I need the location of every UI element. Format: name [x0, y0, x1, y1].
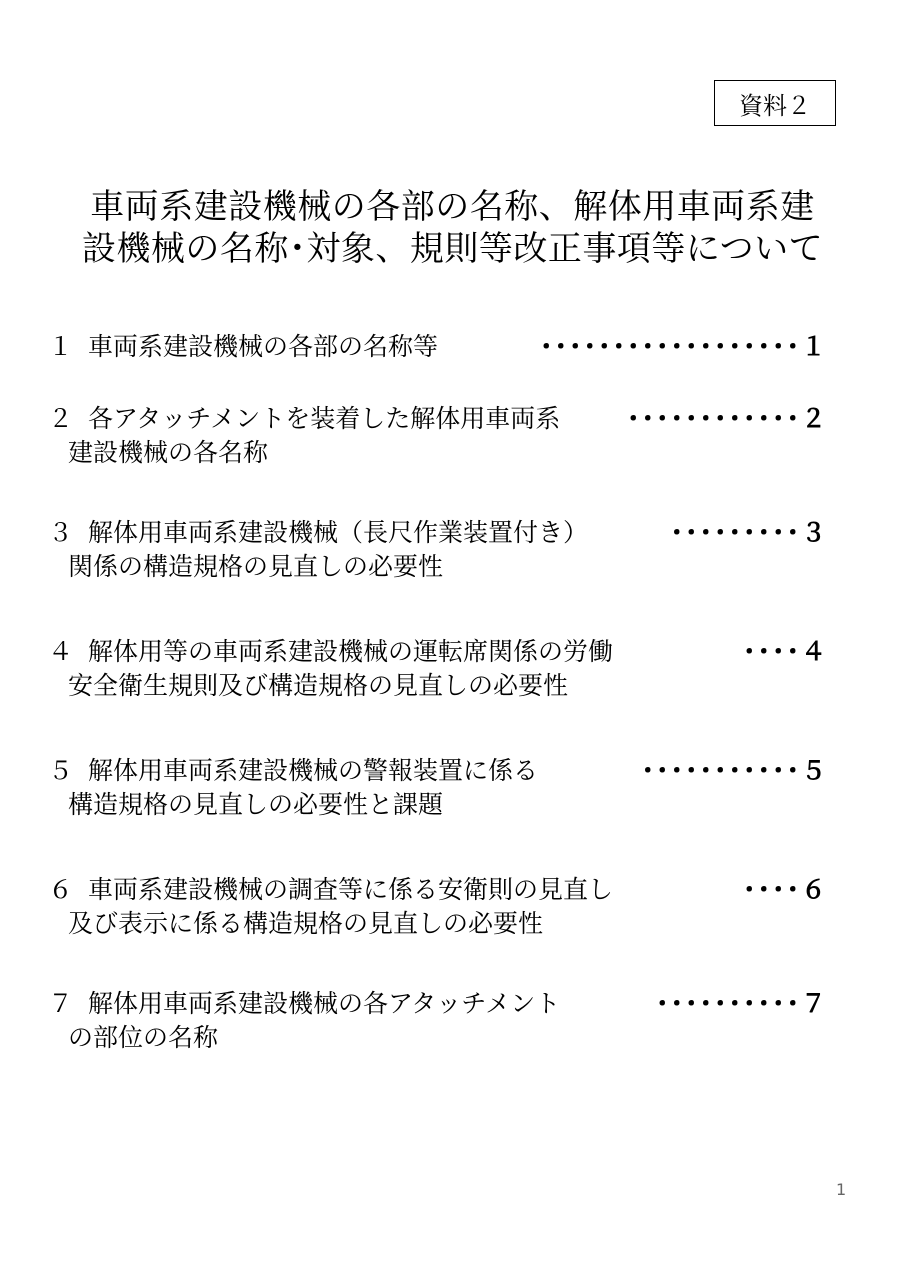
toc-item-leader-page: ････････････２	[626, 404, 828, 433]
toc-item-number: ６	[48, 875, 74, 904]
page-title	[0, 186, 905, 270]
toc-item-leader-page: ････６	[742, 875, 828, 904]
toc-item-heading: 車両系建設機械の各部の名称等	[88, 332, 439, 361]
toc-item-number: ５	[48, 756, 74, 785]
toc-item-7[interactable]	[48, 987, 828, 1055]
toc-item-leader-page: ････４	[742, 637, 828, 666]
toc-item-number: ３	[48, 518, 74, 547]
toc-item-number: １	[48, 332, 74, 361]
toc-item-heading-continued: 及び表示に係る構造規格の見直しの必要性	[68, 909, 544, 938]
toc-item-heading: 解体用車両系建設機械（長尺作業装置付き）	[88, 518, 589, 547]
toc-item-heading: 各アタッチメントを装着した解体用車両系	[88, 404, 561, 433]
toc-item-heading: 解体用等の車両系建設機械の運転席関係の労働	[88, 637, 614, 666]
toc-item-leader-page: ･････････３	[670, 518, 828, 547]
toc-item-leader-page: ･･････････７	[655, 989, 828, 1018]
toc-item-heading-continued: 建設機械の各名称	[68, 438, 269, 467]
toc-item-leader-page: ･･････････････････１	[539, 332, 828, 361]
document-label	[714, 80, 836, 126]
toc-item-1[interactable]	[48, 330, 828, 364]
document-label-text: 資料２	[739, 91, 811, 120]
toc-item-2[interactable]	[48, 402, 828, 470]
toc-item-heading-continued: 安全衛生規則及び構造規格の見直しの必要性	[68, 671, 569, 700]
toc-item-number: ４	[48, 637, 74, 666]
toc-item-5[interactable]	[48, 754, 828, 822]
page-number: 1	[836, 1180, 847, 1199]
toc-item-number: ２	[48, 404, 74, 433]
toc-item-heading: 解体用車両系建設機械の警報装置に係る	[88, 756, 539, 785]
toc-item-leader-page: ･･･････････５	[641, 756, 828, 785]
toc-item-heading-continued: 構造規格の見直しの必要性と課題	[68, 790, 444, 819]
toc-item-heading: 解体用車両系建設機械の各アタッチメント	[88, 989, 561, 1018]
toc-item-4[interactable]	[48, 635, 828, 703]
title-line-2: 設機械の名称･対象、規則等改正事項等について	[81, 229, 824, 269]
toc-item-number: ７	[48, 989, 74, 1018]
title-line-1: 車両系建設機械の各部の名称、解体用車両系建	[90, 187, 815, 227]
toc-item-heading-continued: 関係の構造規格の見直しの必要性	[68, 552, 444, 581]
toc-item-heading: 車両系建設機械の調査等に係る安衛則の見直し	[88, 875, 614, 904]
toc-item-6[interactable]	[48, 873, 828, 941]
toc-item-heading-continued: の部位の名称	[68, 1023, 219, 1052]
toc-item-3[interactable]	[48, 516, 828, 584]
